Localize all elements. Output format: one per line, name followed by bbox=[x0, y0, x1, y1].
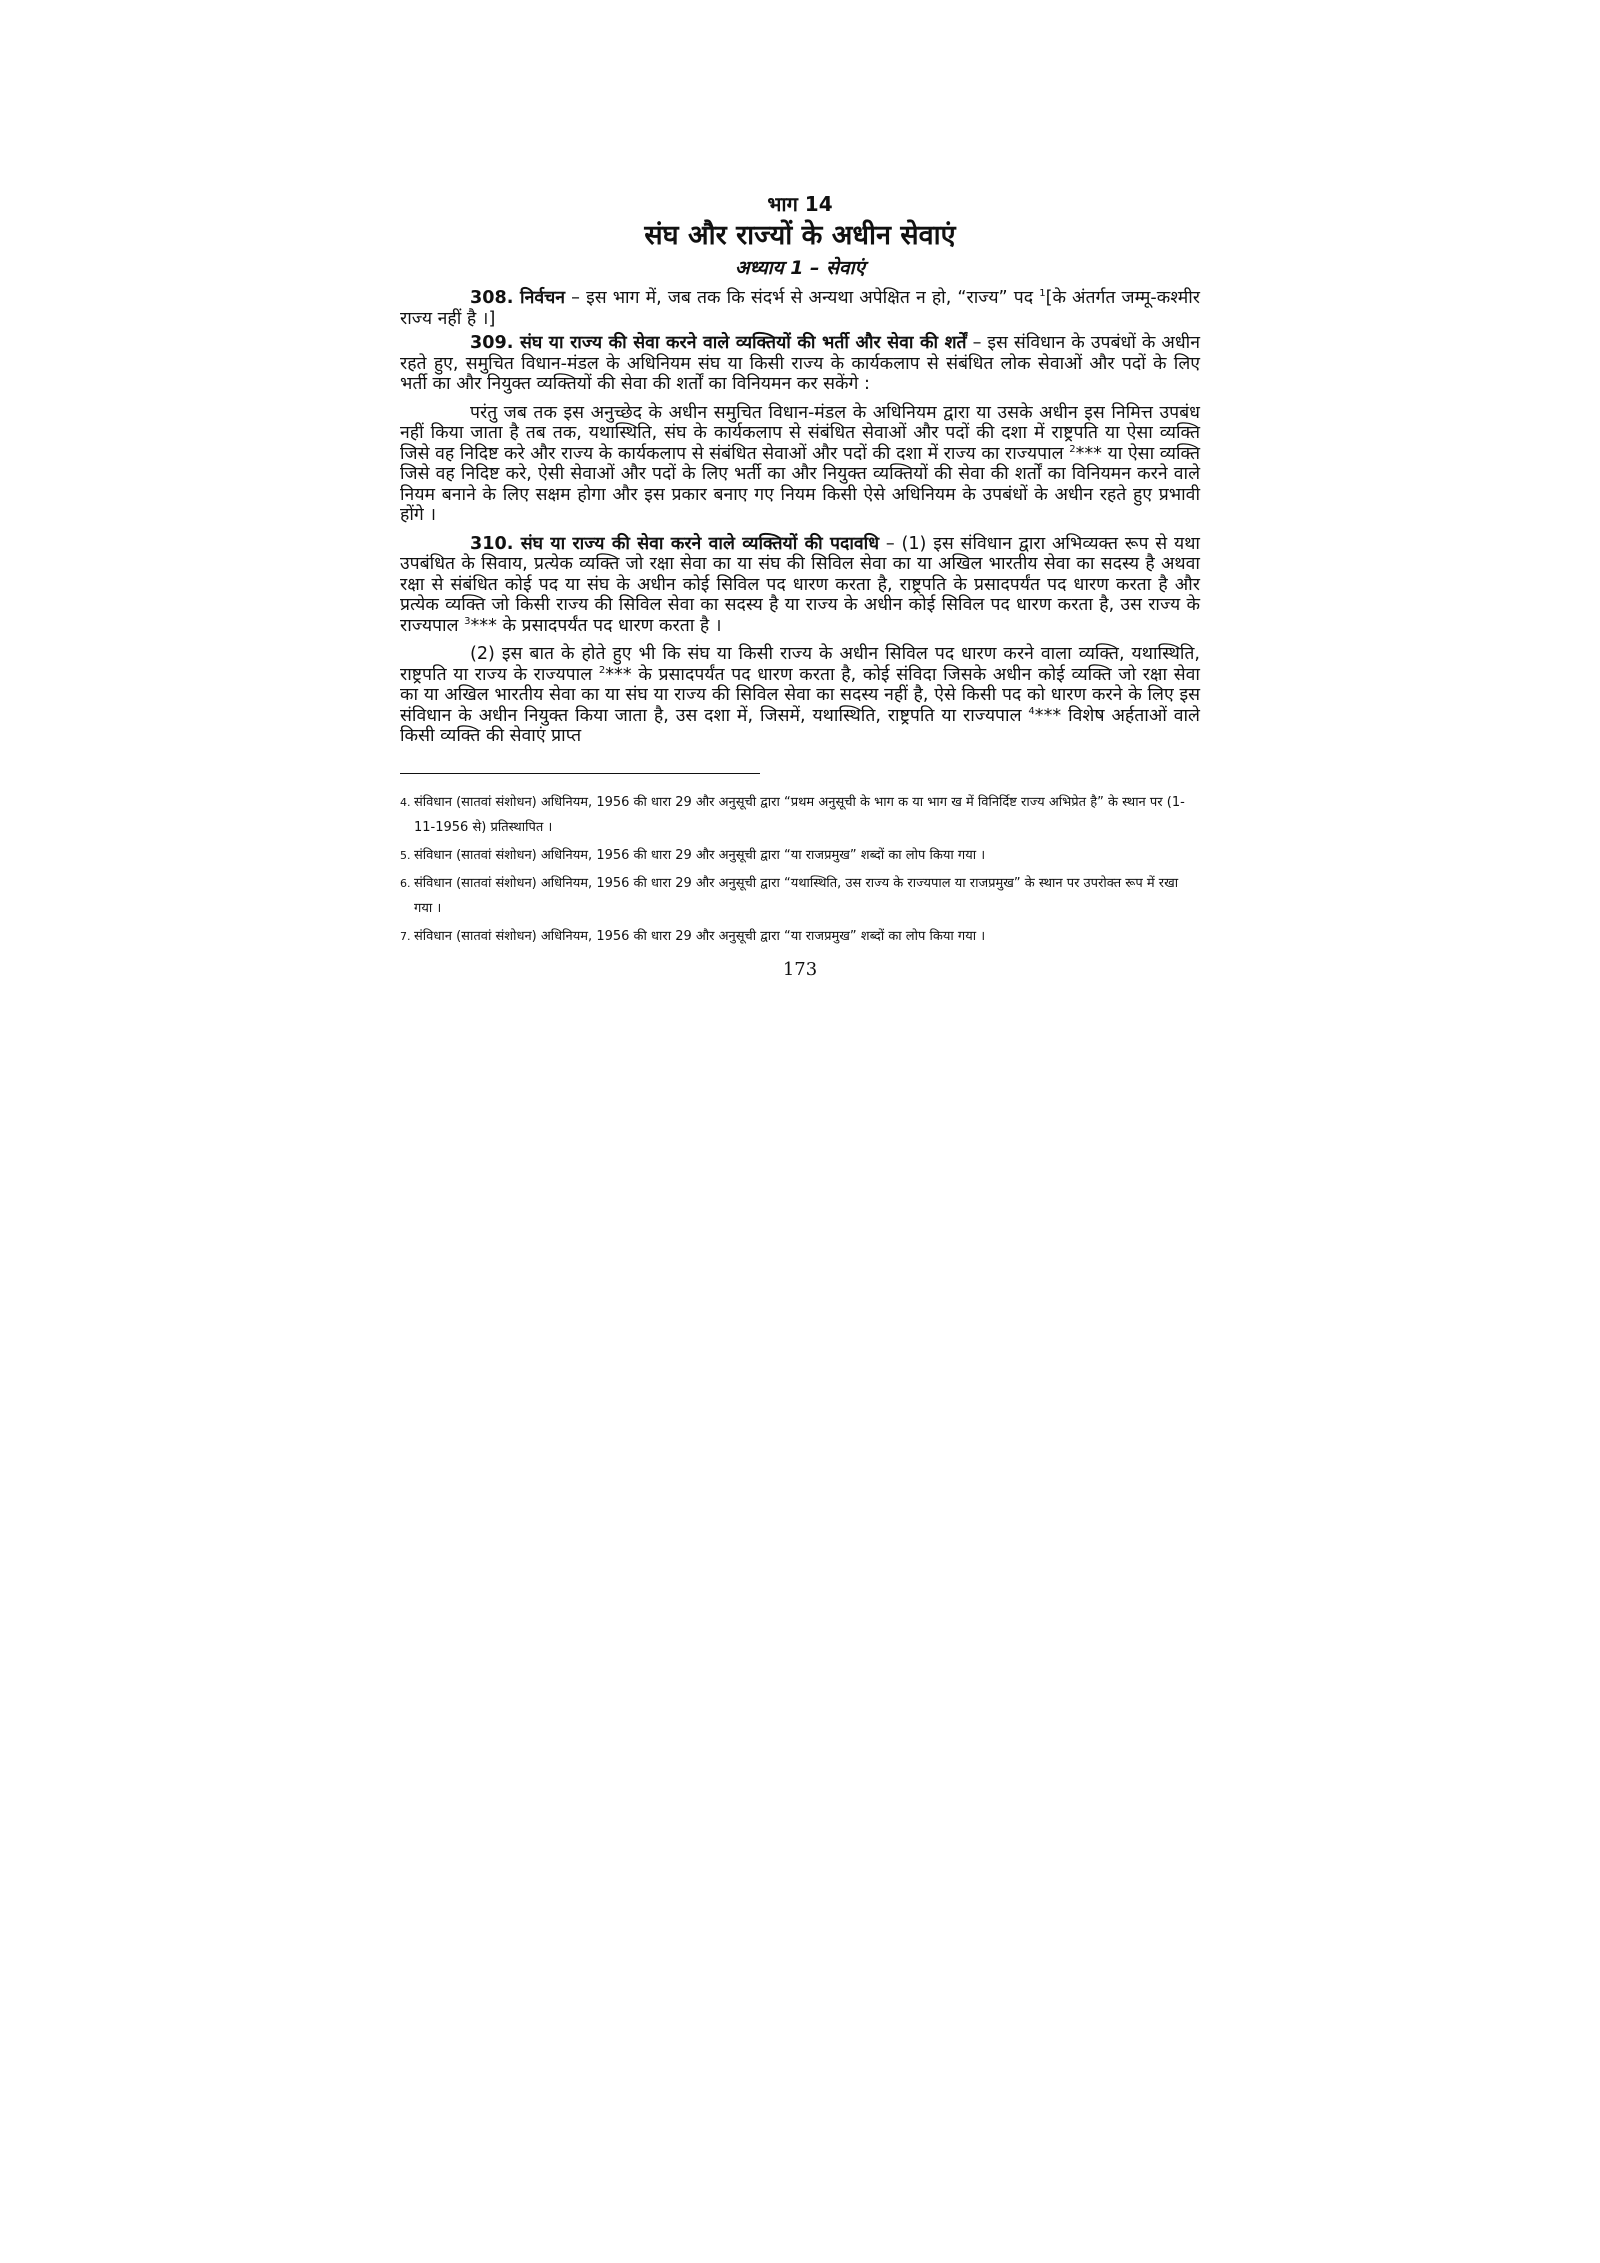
footnote-number: 4. bbox=[400, 795, 411, 809]
footnote-text: संविधान (सातवां संशोधन) अधिनियम, 1956 की धारा 29 और अनुसूची द्वारा “प्रथम अनुसूची के भाग क या भाग ख में विनिर्दिष्ट राज्य अभिप्रेत है” के स्थान पर (1-11-1956 से) प्रतिस्थापित । bbox=[414, 794, 1185, 835]
article-309-text: – इस संविधान के उपबंधों के अधीन रहते हुए, समुचित विधान-मंडल के अधिनियम संघ या किसी राज्य के कार्यकलाप से संबंधित लोक सेवाओं और पदों के लिए भर्ती का और नियुक्त व्यक्तियों की सेवा की शर्तों का विनियमन कर सकेंगे : bbox=[400, 333, 1200, 394]
article-310-clause-1-end: *** के प्रसादपर्यंत पद धारण करता है । bbox=[470, 615, 722, 636]
footnote-item bbox=[400, 790, 1200, 840]
footnote-item bbox=[400, 924, 1200, 949]
article-308-heading: 308. निर्वचन bbox=[470, 288, 566, 308]
article-309-proviso bbox=[400, 403, 1200, 526]
clause-2-text: (2) इस बात के होते हुए भी कि संघ या किसी राज्य के अधीन सिविल पद धारण करने वाला व्यक्ति, यथास्थिति, राष्ट्रपति या राज्य के राज्यपाल bbox=[400, 644, 1200, 685]
footnote-ref: 2 bbox=[598, 664, 606, 676]
article-310-heading: 310. संघ या राज्य की सेवा करने वाले व्यक्तियों की पदावधि bbox=[470, 533, 880, 554]
footnote-ref: 4 bbox=[1028, 705, 1035, 717]
page-title: संघ और राज्यों के अधीन सेवाएं bbox=[644, 220, 956, 251]
article-308 bbox=[400, 288, 1200, 329]
footnote-text: संविधान (सातवां संशोधन) अधिनियम, 1956 की धारा 29 और अनुसूची द्वारा “या राजप्रमुख” शब्दों का लोप किया गया । bbox=[414, 847, 986, 863]
footnotes bbox=[400, 790, 1200, 949]
article-308-text-end: [के अंतर्गत जम्मू-कश्मीर राज्य नहीं है ।] bbox=[400, 288, 1200, 329]
article-309-heading: 309. संघ या राज्य की सेवा करने वाले व्यक्तियों की भर्ती और सेवा की शर्तें bbox=[470, 333, 967, 353]
footnote-item bbox=[400, 871, 1200, 921]
document-page bbox=[400, 190, 1200, 980]
article-308-text: – इस भाग में, जब तक कि संदर्भ से अन्यथा अपेक्षित न हो, “राज्य” पद bbox=[565, 288, 1040, 308]
footnote-item bbox=[400, 843, 1200, 868]
footnote-ref: 3 bbox=[464, 615, 471, 627]
article-310 bbox=[400, 534, 1200, 637]
part-label: भाग 14 bbox=[767, 192, 833, 216]
article-310-clause-1: – (1) इस संविधान द्वारा अभिव्यक्त रूप से यथा उपबंधित के सिवाय, प्रत्येक व्यक्ति जो रक्षा सेवा का या संघ की सिविल सेवा का या अखिल भारतीय सेवा का सदस्य है अथवा रक्षा से संबंधित कोई पद या संघ के अधीन कोई सिविल पद धारण करता है, राष्ट्रपति के प्रसादपर्यंत पद धारण करता है और प्रत्येक व्यक्ति जो किसी राज्य की सिविल सेवा का सदस्य है या राज्य के अधीन कोई सिविल पद धारण करता है, उस राज्य के राज्यपाल bbox=[400, 533, 1200, 636]
proviso-text-end: *** या ऐसा व्यक्ति जिसे वह निदिष्ट करे, ऐसी सेवाओं और पदों के लिए भर्ती का और नियुक्त व्यक्तियों की सेवा की शर्तों का विनियमन करने वाले नियम बनाने के लिए सक्षम होगा और इस प्रकार बनाए गए नियम किसी ऐसे अधिनियम के उपबंधों के अधीन रहते हुए प्रभावी होंगे । bbox=[400, 443, 1200, 525]
footnote-number: 7. bbox=[400, 929, 411, 943]
chapter-label: अध्याय 1 – सेवाएं bbox=[734, 257, 866, 279]
article-310-clause-2 bbox=[400, 644, 1200, 747]
footnote-ref: 1 bbox=[1039, 288, 1046, 300]
article-309 bbox=[400, 333, 1200, 395]
footnote-text: संविधान (सातवां संशोधन) अधिनियम, 1956 की धारा 29 और अनुसूची द्वारा “यथास्थिति, उस राज्य के राज्यपाल या राजप्रमुख” के स्थान पर उपरोक्त रूप में रखा गया । bbox=[414, 875, 1179, 916]
footnote-ref: 2 bbox=[1069, 443, 1076, 455]
clause-2-text-end: *** विशेष अर्हताओं वाले किसी व्यक्ति की सेवाएं प्राप्त bbox=[400, 705, 1200, 746]
footnote-divider bbox=[400, 773, 760, 774]
footnote-number: 5. bbox=[400, 848, 411, 862]
footnote-text: संविधान (सातवां संशोधन) अधिनियम, 1956 की धारा 29 और अनुसूची द्वारा “या राजप्रमुख” शब्दों का लोप किया गया । bbox=[414, 928, 986, 944]
page-number: 173 bbox=[782, 958, 818, 980]
proviso-text: परंतु जब तक इस अनुच्छेद के अधीन समुचित विधान-मंडल के अधिनियम द्वारा या उसके अधीन इस निमित्त उपबंध नहीं किया जाता है तब तक, यथास्थिति, संघ के कार्यकलाप से संबंधित सेवाओं और पदों की दशा में राष्ट्रपति या ऐसा व्यक्ति जिसे वह निदिष्ट करे और राज्य के कार्यकलाप से संबंधित सेवाओं और पदों की दशा में राज्य का राज्यपाल bbox=[400, 402, 1201, 464]
clause-2-text-mid: *** के प्रसादपर्यंत पद धारण करता है, कोई संविदा जिसके अधीन कोई व्यक्ति जो रक्षा सेवा का या अखिल भारतीय सेवा का या संघ या राज्य की सिविल सेवा का सदस्य नहीं है, ऐसे किसी पद को धारण करने के लिए इस संविधान के अधीन नियुक्त किया जाता है, उस दशा में, जिसमें, यथास्थिति, राष्ट्रपति या राज्यपाल bbox=[400, 664, 1200, 726]
footnote-number: 6. bbox=[400, 876, 411, 890]
